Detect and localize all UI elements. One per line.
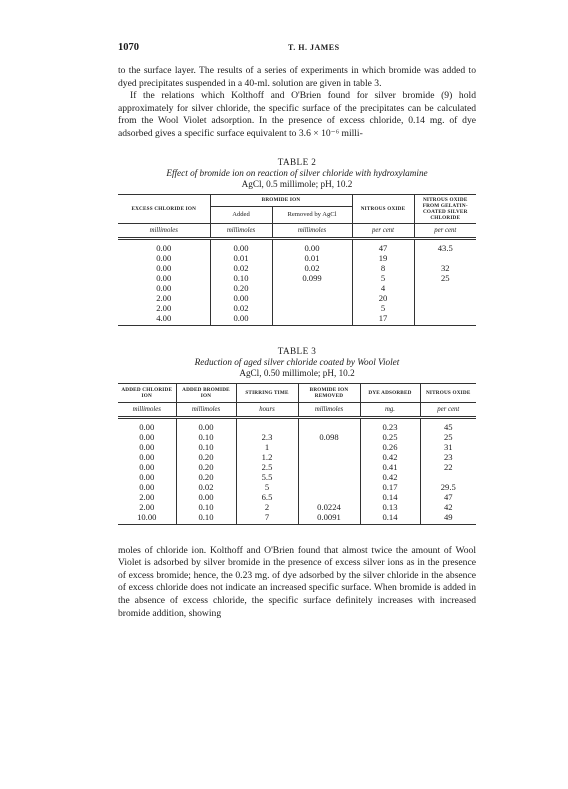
table3-row: [118, 432, 476, 442]
table2-subtitle: AgCl, 0.5 millimole; pH, 10.2: [241, 178, 353, 189]
table3-cell: 0.00: [118, 417, 176, 432]
table2-cell: 0.00: [118, 238, 210, 253]
table2-cell: 0.00: [118, 273, 210, 283]
table2-cell: 25: [440, 272, 450, 283]
table2-unit: millimoles: [272, 223, 352, 238]
table3-cell: 0.20: [176, 472, 236, 482]
table2-cell: [272, 293, 352, 303]
table3-cell: 0.10: [176, 512, 236, 525]
table3-row: [118, 512, 476, 525]
table3-cell: [420, 472, 476, 482]
paragraph-1: to the surface layer. The results of a series of experiments in which bromide was added to dyed precipitates suspended in a 40-ml. solution are given in table 3.: [118, 65, 476, 89]
table3-unit: millimoles: [118, 402, 176, 417]
table3-cell: [298, 417, 360, 432]
table3-cell: 0.10: [176, 502, 236, 512]
table3-cell: 0.10: [176, 432, 236, 442]
table3-title: Reduction of aged silver chloride coated by Wool Violet: [194, 356, 400, 367]
table3-unit: millimoles: [298, 402, 360, 417]
table2-cell: 0.00: [118, 263, 210, 273]
table2-row: [118, 313, 476, 326]
table3-cell: 0.02: [176, 482, 236, 492]
table2-cell: 5: [352, 303, 414, 313]
table2-cell: 4.00: [118, 313, 210, 326]
table2-cell: [414, 303, 476, 313]
table3-cell: 0.26: [360, 442, 420, 452]
table3-col-dye-adsorbed: DYE ADSORBED: [360, 383, 420, 402]
table3-cell: 49: [420, 512, 476, 525]
table3-cell: 22: [443, 461, 453, 472]
paragraph-2: If the relations which Kolthoff and O'Brien found for silver bromide (9) hold approximately for silver chloride, the specific surface of the precipitates can be calculated from the Wool Violet adsorption. In the presence of excess chloride, 0.14 mg. of dye adsorbed gives a specific surface equivalent to 3.6 × 10⁻⁶ milli-: [118, 90, 476, 139]
table3-cell: [298, 462, 360, 472]
table3-row: [118, 482, 476, 492]
table3-cell: 1.2: [236, 452, 298, 462]
table3-cell: 0.00: [118, 452, 176, 462]
page-content: [118, 42, 476, 620]
table3-cell: 0.00: [118, 432, 176, 442]
table3-cell: 25: [443, 431, 453, 442]
table2-cell: 47: [352, 238, 414, 253]
table3-cell: 1: [236, 442, 298, 452]
table2-row: [118, 303, 476, 313]
table2-col-gelatin: NITROUS OXIDE FROM GELATIN-COATED SILVER CHLORIDE: [414, 194, 476, 223]
table2-cell: 0.02: [210, 263, 272, 273]
table2: [118, 194, 476, 326]
table2-col-nitrous-oxide: NITROUS OXIDE: [352, 194, 414, 223]
table3-cell: 45: [443, 421, 453, 432]
table3-cell: 0.42: [360, 472, 420, 482]
table3-cell: 42: [443, 501, 453, 512]
table2-col-removed: Removed by AgCl: [272, 207, 352, 223]
table3-cell: 0.00: [118, 482, 176, 492]
table3-cell: [236, 417, 298, 432]
table2-cell: [272, 283, 352, 293]
table3-cell: [298, 482, 360, 492]
table2-unit: per cent: [352, 223, 414, 238]
running-author: T. H. JAMES: [288, 43, 340, 52]
page-number: 1070: [118, 42, 139, 53]
table3-body: [118, 417, 476, 524]
table2-row: [118, 273, 476, 283]
table3-cell: 7: [236, 512, 298, 525]
table2-cell: 0.00: [118, 253, 210, 263]
table3-cell: 5: [236, 482, 298, 492]
table2-cell: [414, 293, 476, 303]
table3-subtitle: AgCl, 0.50 millimole; pH, 10.2: [239, 367, 355, 378]
table2-cell: 5: [352, 273, 414, 283]
table3-col-added-chloride: ADDED CHLORIDE ION: [118, 383, 176, 402]
table3-col-nitrous-oxide: NITROUS OXIDE: [420, 383, 476, 402]
table3: [118, 383, 476, 525]
table3-cell: 0.14: [360, 492, 420, 502]
table3-cell: 0.10: [176, 442, 236, 452]
table3-cell: 0.23: [360, 417, 420, 432]
table3-cell: 2.00: [118, 502, 176, 512]
table2-cell: 2.00: [118, 293, 210, 303]
table3-cell: 0.00: [176, 417, 236, 432]
table3-cell: 29.5: [440, 481, 456, 492]
table3-cell: 10.00: [118, 512, 176, 525]
table3-cell: 0.098: [298, 432, 360, 442]
table2-cell: 2.00: [118, 303, 210, 313]
table2-row: [118, 238, 476, 253]
table3-col-added-bromide: ADDED BROMIDE ION: [176, 383, 236, 402]
table3-cell: 2.00: [118, 492, 176, 502]
table3-unit: hours: [236, 402, 298, 417]
table3-unit: millimoles: [176, 402, 236, 417]
table2-cell: [272, 313, 352, 326]
table3-cell: 0.41: [360, 462, 420, 472]
table2-cell: 0.00: [272, 238, 352, 253]
table3-row: [118, 472, 476, 482]
table3-cell: 0.00: [118, 472, 176, 482]
table3-col-stirring-time: STIRRING TIME: [236, 383, 298, 402]
table3-unit: mg.: [360, 402, 420, 417]
table2-cell: [272, 303, 352, 313]
paragraph-3: moles of chloride ion. Kolthoff and O'Brien found that almost twice the amount of Wool Violet is adsorbed by silver bromide in the presence of excess silver ions as in the presence of excess bromide; hence, the 0.23 mg. of dye adsorbed by the silver chloride in the absence of excess chloride does not indicate an increased specific surface. When bromide is added in the absence of excess chloride, the specific surface definitely increases with increased bromide addition, showing: [118, 544, 476, 619]
table2-cell: [414, 283, 476, 293]
table3-row: [118, 492, 476, 502]
table3-row: [118, 417, 476, 432]
table3-cell: 23: [443, 451, 453, 462]
table3-unit: per cent: [420, 402, 476, 417]
table3-cell: 5.5: [236, 472, 298, 482]
table2-unit: per cent: [414, 223, 476, 238]
table3-cell: 0.00: [118, 442, 176, 452]
table3-cell: 0.0224: [298, 502, 360, 512]
table3-cell: 0.00: [118, 462, 176, 472]
table2-cell: 0.02: [210, 303, 272, 313]
table2-row: [118, 293, 476, 303]
table2-cell: 0.10: [210, 273, 272, 283]
table2-row: [118, 263, 476, 273]
table3-cell: 0.14: [360, 512, 420, 525]
table2-row: [118, 283, 476, 293]
table3-row: [118, 462, 476, 472]
table3-cell: 0.20: [176, 462, 236, 472]
table3-cell: 0.0091: [298, 512, 360, 525]
table2-col-excess-chloride: EXCESS CHLORIDE ION: [118, 194, 210, 223]
running-head: [118, 42, 476, 56]
table2-cell: 0.01: [272, 253, 352, 263]
table3-cell: 31: [443, 441, 453, 452]
table2-cell: 17: [352, 313, 414, 326]
table3-cell: 47: [443, 491, 453, 502]
table2-unit: millimoles: [210, 223, 272, 238]
table3-cell: 0.00: [176, 492, 236, 502]
table3-cell: 0.25: [360, 432, 420, 442]
table2-cell: 32: [440, 262, 450, 273]
table3-cell: 0.20: [176, 452, 236, 462]
table2-cell: 0.00: [210, 313, 272, 326]
table2-body: [118, 238, 476, 325]
table2-cell: 0.00: [118, 283, 210, 293]
table2-cell: [414, 313, 476, 326]
table3-cell: 0.17: [360, 482, 420, 492]
table2-cell: 0.02: [272, 263, 352, 273]
table2-cell: 19: [352, 253, 414, 263]
table3-cell: 0.13: [360, 502, 420, 512]
table3-cell: 6.5: [236, 492, 298, 502]
table2-cell: 0.099: [272, 273, 352, 283]
table3-label: TABLE 3: [277, 345, 317, 356]
table2-cell: 0.00: [210, 293, 272, 303]
table2-row: [118, 253, 476, 263]
table3-cell: 2.3: [236, 432, 298, 442]
table2-label: TABLE 2: [277, 156, 317, 167]
table2-cell: 0.20: [210, 283, 272, 293]
table3-cell: [298, 492, 360, 502]
table3-row: [118, 502, 476, 512]
table2-cell: [414, 253, 476, 263]
table3-cell: [298, 442, 360, 452]
table2-cell: 4: [352, 283, 414, 293]
table3-cell: [298, 452, 360, 462]
table2-cell: 0.00: [210, 238, 272, 253]
table2-cell: 8: [352, 263, 414, 273]
table3-row: [118, 442, 476, 452]
table3-cell: [298, 472, 360, 482]
table2-cell: 20: [352, 293, 414, 303]
table2-cell: 0.01: [210, 253, 272, 263]
table2-title: Effect of bromide ion on reaction of silver chloride with hydroxylamine: [166, 167, 428, 178]
table2-unit: millimoles: [118, 223, 210, 238]
table3-cell: 2.5: [236, 462, 298, 472]
table3-cell: 0.42: [360, 452, 420, 462]
table3-col-bromide-removed: BROMIDE ION REMOVED: [298, 383, 360, 402]
table3-row: [118, 452, 476, 462]
table2-col-added: Added: [210, 207, 272, 223]
table3-cell: 2: [236, 502, 298, 512]
table2-cell: 43.5: [437, 242, 453, 253]
table2-col-bromide-group: BROMIDE ION: [210, 194, 352, 207]
